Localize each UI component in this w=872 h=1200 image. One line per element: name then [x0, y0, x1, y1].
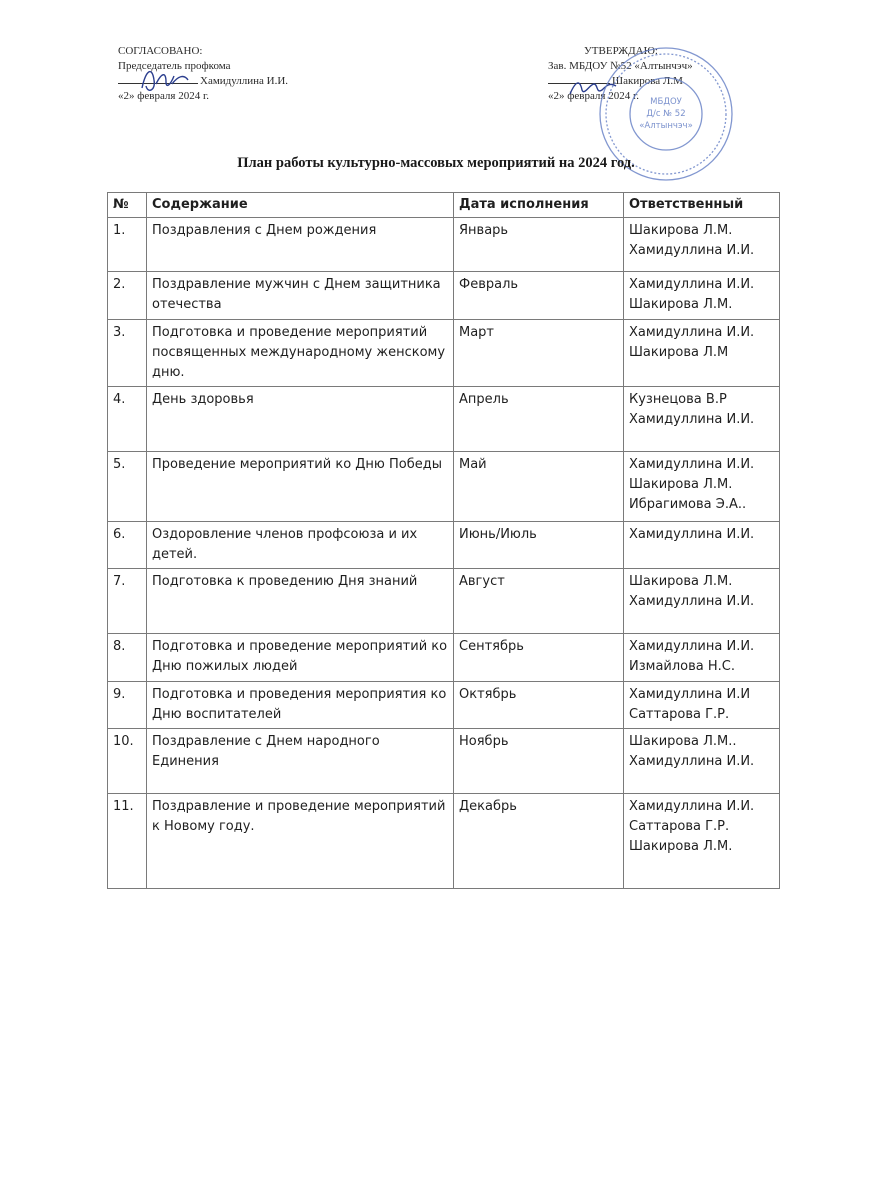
- stamp-line-3: «Алтынчэч»: [639, 121, 693, 131]
- table-row: [108, 320, 780, 387]
- row-number: 2.: [108, 272, 147, 320]
- row-number: 4.: [108, 387, 147, 452]
- row-content: Подготовка и проведения мероприятия ко Дню воспитателей: [147, 682, 454, 729]
- row-number: 11.: [108, 794, 147, 889]
- row-content: Поздравления с Днем рождения: [147, 218, 454, 272]
- row-number: 7.: [108, 569, 147, 634]
- row-date: Май: [454, 452, 624, 522]
- row-content: Поздравление мужчин с Днем защитника отечества: [147, 272, 454, 320]
- row-responsible: Хамидуллина И.И. Измайлова Н.С.: [624, 634, 780, 682]
- row-date: Январь: [454, 218, 624, 272]
- approval-date-left: «2» февраля 2024 г.: [118, 90, 210, 102]
- table-row: [108, 634, 780, 682]
- row-responsible: Хамидуллина И.И. Шакирова Л.М: [624, 320, 780, 387]
- table-row: [108, 729, 780, 794]
- row-content: Проведение мероприятий ко Дню Победы: [147, 452, 454, 522]
- table-row: [108, 272, 780, 320]
- stamp-line-1: МБДОУ: [650, 97, 682, 107]
- row-content: Оздоровление членов профсоюза и их детей.: [147, 522, 454, 569]
- table-row: [108, 522, 780, 569]
- row-date: Февраль: [454, 272, 624, 320]
- table-row: [108, 387, 780, 452]
- row-number: 6.: [108, 522, 147, 569]
- row-responsible: Кузнецова В.Р Хамидуллина И.И.: [624, 387, 780, 452]
- table-row: [108, 452, 780, 522]
- document-title: План работы культурно-массовых мероприятий на 2024 год.: [237, 155, 635, 171]
- table-header-row: [108, 193, 780, 218]
- row-responsible: Шакирова Л.М. Хамидуллина И.И.: [624, 218, 780, 272]
- row-content: Подготовка и проведение мероприятий ко Дню пожилых людей: [147, 634, 454, 682]
- row-date: Октябрь: [454, 682, 624, 729]
- row-content: Подготовка к проведению Дня знаний: [147, 569, 454, 634]
- row-number: 1.: [108, 218, 147, 272]
- approval-heading-right: УТВЕРЖДАЮ:: [584, 45, 658, 57]
- row-number: 9.: [108, 682, 147, 729]
- header-content: Содержание: [147, 193, 454, 218]
- row-date: Март: [454, 320, 624, 387]
- row-date: Сентябрь: [454, 634, 624, 682]
- row-responsible: Хамидуллина И.И. Шакирова Л.М. Ибрагимова Э.А..: [624, 452, 780, 522]
- row-responsible: Хамидуллина И.И. Шакирова Л.М.: [624, 272, 780, 320]
- table-row: [108, 569, 780, 634]
- row-content: Поздравление и проведение мероприятий к Новому году.: [147, 794, 454, 889]
- row-number: 8.: [108, 634, 147, 682]
- row-number: 10.: [108, 729, 147, 794]
- row-responsible: Шакирова Л.М. Хамидуллина И.И.: [624, 569, 780, 634]
- header-responsible: Ответственный: [624, 193, 780, 218]
- row-number: 3.: [108, 320, 147, 387]
- row-responsible: Шакирова Л.М.. Хамидуллина И.И.: [624, 729, 780, 794]
- row-date: Июнь/Июль: [454, 522, 624, 569]
- events-plan-table: [107, 192, 780, 889]
- row-date: Декабрь: [454, 794, 624, 889]
- row-responsible: Хамидуллина И.И. Саттарова Г.Р. Шакирова Л.М.: [624, 794, 780, 889]
- approval-name-right: Шакирова Л.М: [548, 74, 693, 89]
- table-row: [108, 218, 780, 272]
- row-content: Подготовка и проведение мероприятий посвященных международному женскому дню.: [147, 320, 454, 387]
- row-responsible: Хамидуллина И.И Саттарова Г.Р.: [624, 682, 780, 729]
- approval-name-left: Хамидуллина И.И.: [118, 74, 288, 89]
- row-number: 5.: [108, 452, 147, 522]
- approval-role-left: Председатель профкома: [118, 60, 231, 72]
- header-number: №: [108, 193, 147, 218]
- approval-heading-left: СОГЛАСОВАНО:: [118, 45, 203, 57]
- table-row: [108, 682, 780, 729]
- row-date: Апрель: [454, 387, 624, 452]
- header-date: Дата исполнения: [454, 193, 624, 218]
- table-row: [108, 794, 780, 889]
- signature-left: [136, 58, 196, 100]
- row-date: Ноябрь: [454, 729, 624, 794]
- row-content: День здоровья: [147, 387, 454, 452]
- row-date: Август: [454, 569, 624, 634]
- approval-role-right: Зав. МБДОУ №52 «Алтынчэч»: [548, 60, 693, 72]
- row-content: Поздравление с Днем народного Единения: [147, 729, 454, 794]
- row-responsible: Хамидуллина И.И.: [624, 522, 780, 569]
- approval-date-right: «2» февраля 2024 г.: [548, 90, 640, 102]
- stamp-line-2: Д/с № 52: [646, 109, 686, 119]
